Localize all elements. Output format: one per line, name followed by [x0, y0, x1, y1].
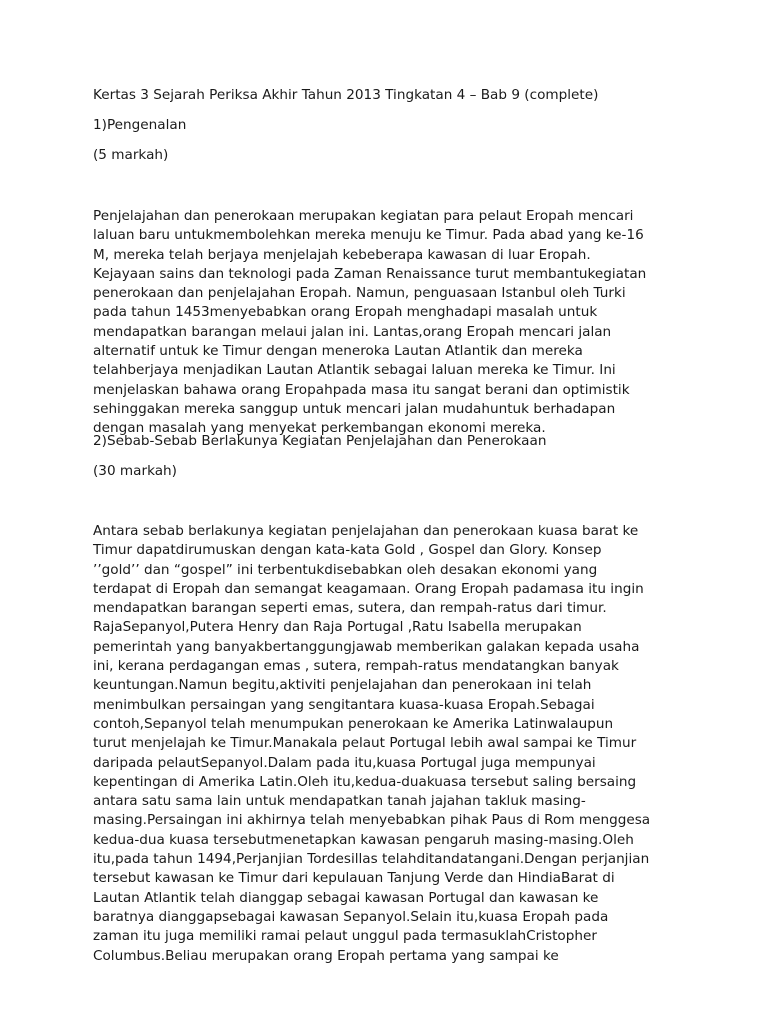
paragraph-line: pada tahun 1453menyebabkan orang Eropah menghadapi masalah untuk — [93, 304, 598, 321]
paragraph-line: Columbus.Beliau merupakan orang Eropah pertama yang sampai ke — [93, 947, 559, 964]
section-marks-sebab: (30 markah) — [93, 463, 177, 479]
paragraph-line: daripada pelautSepanyol.Dalam pada itu,kuasa Portugal juga mempunyai — [93, 754, 596, 771]
paragraph-line: telahberjaya menjadikan Lautan Atlantik sebagai laluan mereka ke Timur. Ini — [93, 362, 616, 379]
paragraph-line: laluan baru untukmembolehkan mereka menuju ke Timur. Pada abad yang ke-16 — [93, 227, 644, 244]
paragraph-line: ini, kerana perdagangan emas , sutera, rempah-ratus mendatangkan banyak — [93, 658, 619, 675]
paragraph-line: contoh,Sepanyol telah menumpukan penerokaan ke Amerika Latinwalaupun — [93, 715, 614, 732]
paragraph-line: itu,pada tahun 1494,Perjanjian Tordesillas telahditandatangani.Dengan perjanjian — [93, 851, 650, 868]
paragraph-line: kedua-dua kuasa tersebutmenetapkan kawasan pengaruh masing-masing.Oleh — [93, 831, 634, 848]
paragraph-line: tersebut kawasan ke Timur dari kepulauan Tanjung Verde dan HindiaBarat di — [93, 870, 615, 887]
paragraph-line: menimbulkan persaingan yang sengitantara kuasa-kuasa Eropah.Sebagai — [93, 696, 595, 713]
paragraph-pengenalan — [93, 207, 693, 439]
paragraph-line: menjelaskan bahawa orang Eropahpada masa itu sangat berani dan optimistik — [93, 381, 630, 398]
paragraph-line: terdapat di Eropah dan semangat keagamaan. Orang Eropah padamasa itu ingin — [93, 580, 644, 597]
paragraph-line: sehinggakan mereka sanggup untuk mencari jalan mudahuntuk berhadapan — [93, 400, 616, 417]
document-title: Kertas 3 Sejarah Periksa Akhir Tahun 2013 Tingkatan 4 – Bab 9 (complete) — [93, 87, 599, 103]
paragraph-line: Penjelajahan dan penerokaan merupakan kegiatan para pelaut Eropah mencari — [93, 208, 634, 224]
paragraph-line: Kejayaan sains dan teknologi pada Zaman Renaissance turut membantukegiatan — [93, 265, 647, 282]
paragraph-line: Antara sebab berlakunya kegiatan penjelajahan dan penerokaan kuasa barat ke — [93, 523, 639, 539]
section-heading-pengenalan: 1)Pengenalan — [93, 117, 187, 133]
paragraph-line: penerokaan dan penjelajahan Eropah. Namun, penguasaan Istanbul oleh Turki — [93, 285, 626, 302]
paragraph-line: pemerintah yang banyakbertanggungjawab memberikan galakan kepada usaha — [93, 638, 640, 655]
paragraph-line: dengan masalah yang menyekat perkembangan ekonomi mereka. — [93, 420, 546, 437]
paragraph-line: baratnya dianggapsebagai kawasan Sepanyol.Selain itu,kuasa Eropah pada — [93, 908, 609, 925]
paragraph-line: mendapatkan barangan melaui jalan ini. Lantas,orang Eropah mencari jalan — [93, 323, 612, 340]
paragraph-line: keuntungan.Namun begitu,aktiviti penjelajahan dan penerokaan ini telah — [93, 677, 592, 694]
paragraph-line: M, mereka telah berjaya menjelajah kebeberapa kawasan di luar Eropah. — [93, 246, 591, 263]
paragraph-line: masing.Persaingan ini akhirnya telah menyebabkan pihak Paus di Rom menggesa — [93, 812, 651, 829]
paragraph-line: mendapatkan barangan seperti emas, sutera, dan rempah-ratus dari timur. — [93, 600, 607, 617]
paragraph-line: zaman itu juga memiliki ramai pelaut unggul pada termasuklahCristopher — [93, 928, 597, 945]
paragraph-line: antara satu sama lain untuk mendapatkan tanah jajahan takluk masing- — [93, 793, 586, 810]
paragraph-line: Lautan Atlantik telah dianggap sebagai kawasan Portugal dan kawasan ke — [93, 889, 599, 906]
section-marks-pengenalan: (5 markah) — [93, 147, 169, 163]
paragraph-line: RajaSepanyol,Putera Henry dan Raja Portugal ,Ratu Isabella merupakan — [93, 619, 582, 636]
paragraph-line: turut menjelajah ke Timur.Manakala pelaut Portugal lebih awal sampai ke Timur — [93, 735, 637, 752]
paragraph-sebab — [93, 522, 693, 966]
paragraph-line: ’’gold’’ dan “gospel” ini terbentukdisebabkan oleh desakan ekonomi yang — [93, 561, 598, 578]
paragraph-line: kepentingan di Amerika Latin.Oleh itu,kedua-duakuasa tersebut saling bersaing — [93, 773, 637, 790]
paragraph-line: Timur dapatdirumuskan dengan kata-kata Gold , Gospel dan Glory. Konsep — [93, 542, 602, 559]
section-heading-sebab: 2)Sebab-Sebab Berlakunya Kegiatan Penjelajahan dan Penerokaan — [93, 433, 547, 449]
paragraph-line: alternatif untuk ke Timur dengan meneroka Lautan Atlantik dan mereka — [93, 343, 583, 360]
